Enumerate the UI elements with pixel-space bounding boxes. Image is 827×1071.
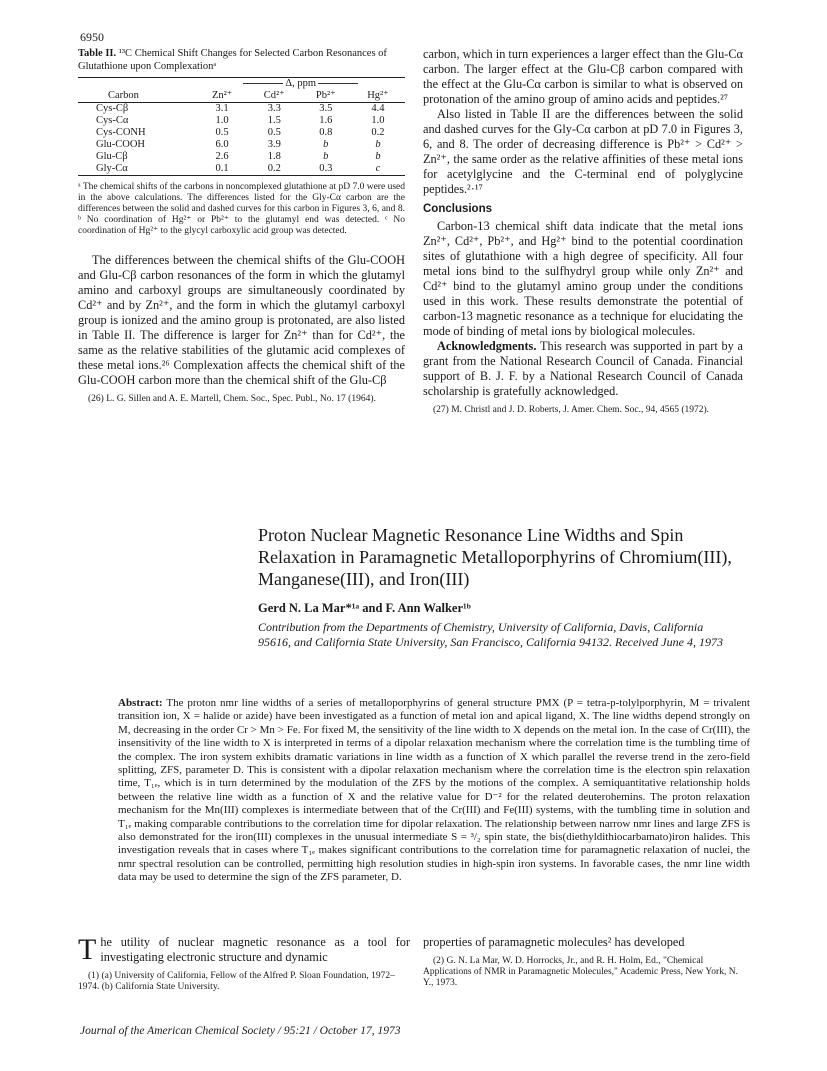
column-header: Pb²⁺: [301, 90, 351, 103]
delta-header: Δ, ppm: [285, 78, 317, 89]
table-cell: 6.0: [215, 139, 229, 150]
intro-continuation: properties of paramagnetic molecules² has developed: [423, 935, 685, 949]
table-cell: 1.6: [319, 115, 333, 126]
table-cell: 0.5: [267, 127, 281, 138]
table-cell: 4.4: [371, 103, 385, 114]
affiliation: Contribution from the Departments of Chemistry, University of California, Davis, California 95616, and California State University, San Francisco, California 94132. Received June 4, 1973: [258, 620, 723, 649]
body-paragraph: carbon, which in turn experiences a larger effect than the Glu-Cα carbon. The larger effect at the Glu-Cβ carbon compared with the effect at the Glu-Cα carbon is similar to what is observed on protonation of the amino group of amino acids and peptides.²⁷: [423, 47, 743, 106]
table-row: [78, 115, 405, 127]
table-footnote: ᵃ The chemical shifts of the carbons in noncomplexed glutathione at pD 7.0 were used in the above calculations. The differences listed for the Gly-Cα carbon are the differences between the solid and dashed curves for this carbon in Figures 3, 6, and 8. ᵇ No coordination of Hg²⁺ or Pb²⁺ to the glutamyl end was detected. ᶜ No coordination of Hg²⁺ to the glycyl carboxylic acid group was detected.: [78, 182, 405, 236]
intro-paragraph: [78, 935, 410, 965]
table-cell: 0.2: [371, 127, 385, 138]
chemical-shift-table: [78, 77, 405, 176]
table-cell: c: [351, 163, 405, 176]
table-cell: 0.3: [301, 163, 351, 176]
body-paragraph: The differences between the chemical shifts of the Glu-COOH and Glu-Cβ carbon resonances of the form in which the glutamyl amino and carboxyl groups are simultaneously coordinated by Cd²⁺ and by Zn²⁺, and the form in which the glutamyl carboxyl group is ionized and the amino group is protonated, are also listed in Table II. The difference is larger for Zn²⁺ than for Cd²⁺, the same as the relative stabilities of the glutamic acid complexes of these metal ions.²⁶ Complexation affects the chemical shift of the Glu-COOH carbon more than the chemical shift of the Glu-Cβ: [78, 253, 405, 387]
table-cell: 3.9: [267, 139, 281, 150]
table-cell: Cys-Cα: [96, 115, 129, 126]
article-title: Proton Nuclear Magnetic Resonance Line Widths and Spin Relaxation in Paramagnetic Metalloporphyrins of Chromium(III), Manganese(III), and Iron(III): [258, 525, 732, 589]
table-cell: b: [375, 139, 381, 150]
footnote-1: (1) (a) University of California, Fellow of the Alfred P. Sloan Foundation, 1972–1974. (b) California State University.: [78, 971, 395, 992]
table-cell: 0.8: [319, 127, 333, 138]
table-cell: Glu-COOH: [96, 139, 145, 150]
intro-right: [423, 935, 743, 989]
table-caption-label: Table II.: [78, 48, 117, 59]
body-paragraph: Also listed in Table II are the differences between the solid and dashed curves for the Gly-Cα carbon at pD 7.0 in Figures 3, 6, and 8. The order of decreasing difference is Pb²⁺ > Cd²⁺ > Zn²⁺, the same order as the relative affinities of these metal ions for acetylglycine and the C-terminal end of polyglycine peptides.²·¹⁷: [423, 107, 743, 196]
table-cell: 3.5: [319, 103, 333, 114]
intro-left: [78, 935, 410, 993]
acknowledgments-text: This research was supported in part by a grant from the National Research Council of Canada. Financial support of B. J. F. by a National Research Council of Canada scholarship is gratefully acknowledged.: [423, 339, 743, 398]
acknowledgments-label: Acknowledgments.: [437, 339, 537, 353]
table-cell: Cys-CONH: [96, 127, 146, 138]
table-cell: Gly-Cα: [78, 163, 196, 176]
table-row: [78, 139, 405, 151]
drop-cap: T: [78, 933, 97, 966]
table-cell: 1.5: [267, 115, 281, 126]
page-number: 6950: [80, 30, 104, 44]
table-cell: 3.3: [267, 103, 281, 114]
abstract-label: Abstract:: [118, 697, 163, 709]
table-cell: b: [323, 151, 329, 162]
right-column: [423, 47, 743, 416]
table-cell: 2.6: [215, 151, 229, 162]
table-cell: Glu-Cβ: [96, 151, 128, 162]
table-cell: 1.0: [215, 115, 229, 126]
table-cell: 1.8: [267, 151, 281, 162]
table-row: [78, 127, 405, 139]
table-row: [78, 151, 405, 163]
intro-text: he utility of nuclear magnetic resonance as a tool for investigating electronic structure and dynamic: [100, 935, 410, 964]
table-cell: Cys-Cβ: [96, 103, 129, 114]
table-cell: b: [375, 151, 381, 162]
table-row: [78, 163, 405, 176]
table-caption: [78, 47, 405, 73]
table-cell: b: [323, 139, 329, 150]
table-cell: 0.5: [215, 127, 229, 138]
table-row: [78, 103, 405, 116]
reference-26: (26) L. G. Sillen and A. E. Martell, Chem. Soc., Spec. Publ., No. 17 (1964).: [88, 394, 376, 404]
table-caption-text: ¹³C Chemical Shift Changes for Selected Carbon Resonances of Glutathione upon Complexationᵃ: [78, 48, 387, 72]
table-cell: 0.2: [248, 163, 301, 176]
reference-27: (27) M. Christl and J. D. Roberts, J. Amer. Chem. Soc., 94, 4565 (1972).: [433, 405, 710, 415]
column-header: Carbon: [78, 90, 196, 103]
journal-footer: Journal of the American Chemical Society / 95:21 / October 17, 1973: [80, 1025, 401, 1037]
table-cell: 1.0: [371, 115, 385, 126]
table-cell: 0.1: [196, 163, 248, 176]
authors: Gerd N. La Mar*¹ᵃ and F. Ann Walker¹ᵇ: [258, 601, 471, 615]
footnote-2: (2) G. N. La Mar, W. D. Horrocks, Jr., and R. H. Holm, Ed., "Chemical Applications of NMR in Paramagnetic Molecules," Academic Press, New York, N. Y., 1973.: [423, 956, 738, 988]
conclusions-paragraph: Carbon-13 chemical shift data indicate that the metal ions Zn²⁺, Cd²⁺, Pb²⁺, and Hg²⁺ bind to the potential coordination sites of glutathione with a high degree of specificity. All four metal ions bind to the sulfhydryl group while only Zn²⁺ and Cd²⁺ bind to the glutamyl amino group under the conditions used in this work. These results demonstrate the potential of carbon-13 magnetic resonance as a technique for elucidating the mode of binding of metal ions by biological molecules.: [423, 219, 743, 338]
abstract-text: The proton nmr line widths of a series of metalloporphyrins of general structure PMX (P = tetra-p-tolylporphyrin, M = trivalent transition ion, X = halide or azide) have been investigated as a function of metal ion and apical ligand, X. The line widths depend strongly on M, decreasing in the order Cr > Mn > Fe. For fixed M, the sensitivity of the line width to X depends on the metal ion. In the case of Cr(III), the insensitivity of the line width to X is interpreted in terms of a dipolar relaxation mechanism where the correlation time is the tumbling time of the complex. The iron system exhibits dramatic variations in line width as a function of X which parallel the reverse trend in the zero-field splitting, ZFS, parameter D. This is consistent with a dipolar relaxation mechanism where the correlation time is the electron spin relaxation time, T₁ₑ, which is in turn determined by the modulation of the ZFS by the motions of the complex. A semiquantitative relationship holds between the relative line width as a function of X and the relative value for D⁻² for the related deuterohemins. The proton relaxation mechanism for the Mn(III) complexes is intermediate between that of the Cr(III) and Fe(III) systems, with the tumbling time in solution and T₁ₑ making comparable contributions to the correlation time for dipolar relaxation. The relationship between narrow nmr lines and large ZFS is also demonstrated for the iron(III) complexes in the unusual intermediate S = ³/₂ spin state, the bis(diethyldithiocarbamato)iron halides. This investigation reveals that in cases where T₁ₑ makes significant contributions to the correlation time for paramagnetic relaxation of nuclei, the nmr spectral resolution can be controlled, permitting high resolution studies in high-spin iron systems. In favorable cases, the nmr line width data may be used to determine the sign of the ZFS parameter, D.: [118, 697, 750, 884]
abstract: [118, 697, 750, 885]
left-column: [78, 47, 405, 405]
column-header: Hg²⁺: [351, 90, 405, 103]
column-header: Zn²⁺: [196, 90, 248, 103]
section-heading: Conclusions: [423, 203, 493, 215]
table-cell: 3.1: [215, 103, 229, 114]
column-header: Cd²⁺: [248, 90, 301, 103]
acknowledgments-paragraph: [423, 339, 743, 399]
